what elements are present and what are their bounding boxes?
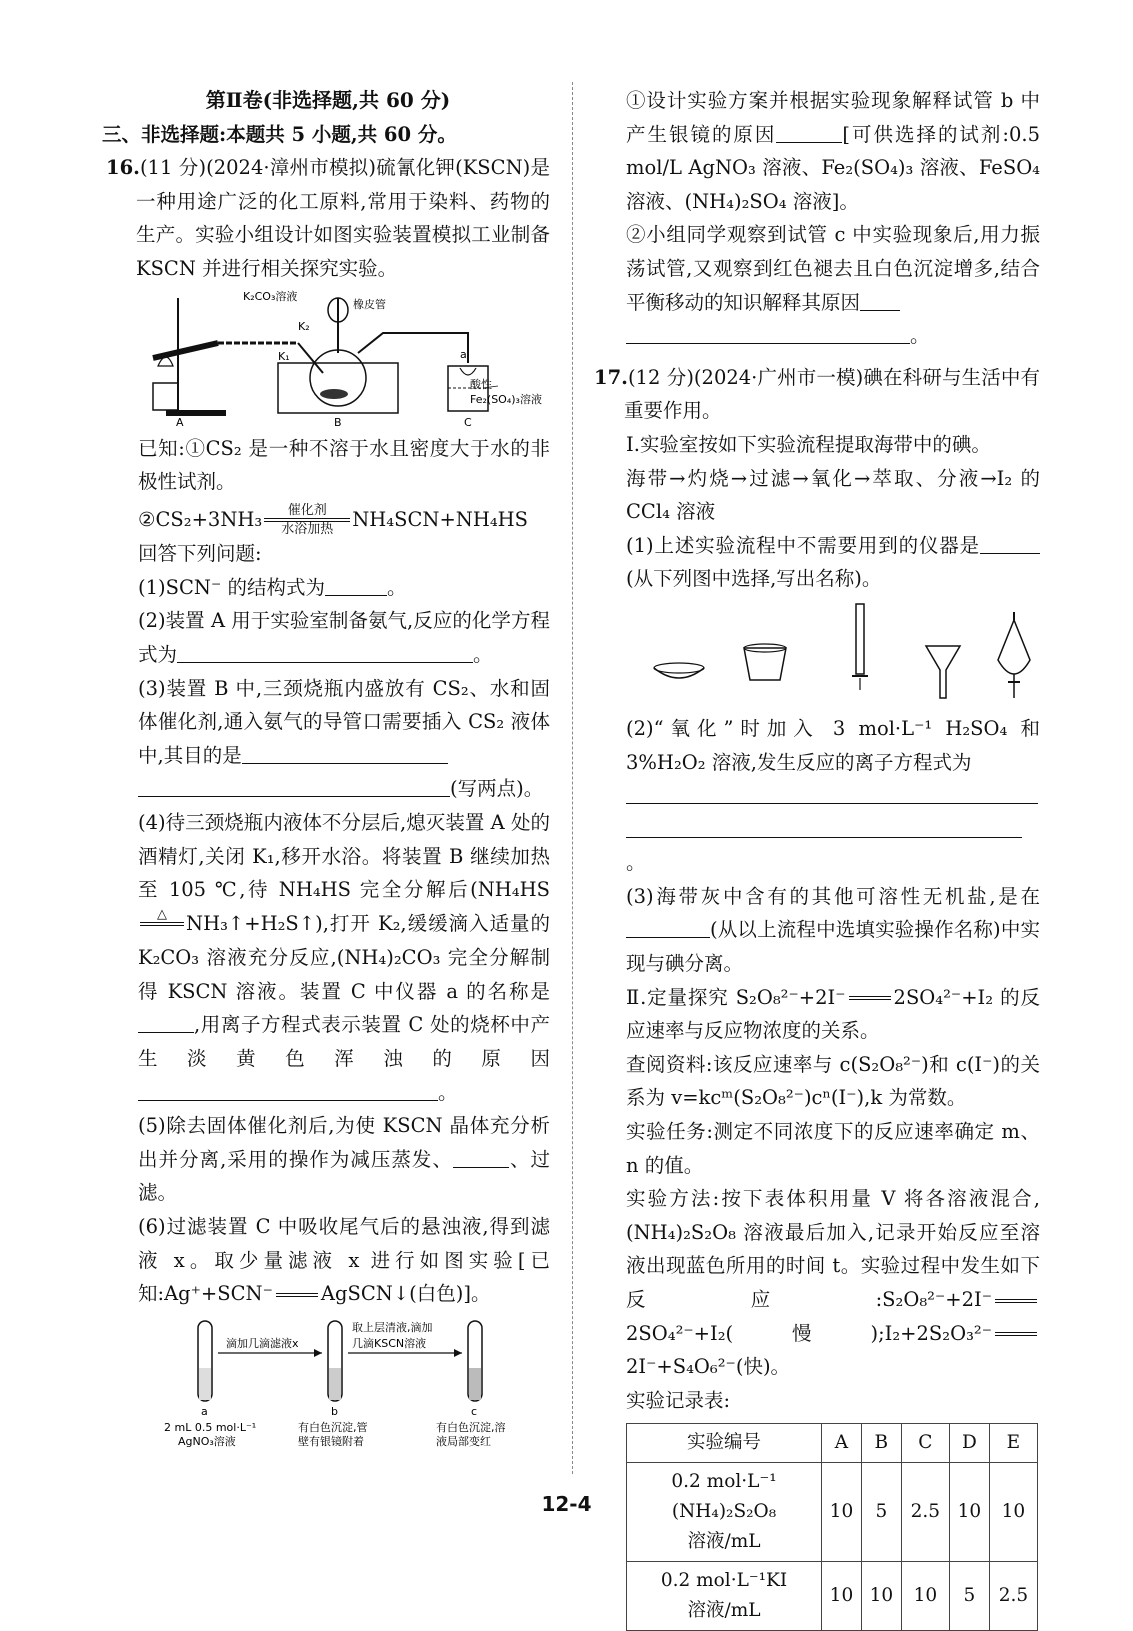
fig1-C-label: C	[464, 415, 472, 428]
q17-part-ii: Ⅱ.定量探究 S₂O₈²⁻+2I⁻ 2SO₄²⁻+I₂ 的反应速率与反应物浓度的关系。	[626, 985, 1040, 1043]
q16-part6: (6)过滤装置 C 中吸收尾气后的悬浊液,得到滤液 x。取少量滤液 x 进行如图实验[已知:Ag⁺+SCN⁻ AgSCN↓(白色)]。	[138, 1215, 550, 1306]
apparatus-figure	[106, 288, 550, 428]
instruments-diagram	[626, 598, 1038, 708]
svg-text:c: c	[471, 1404, 478, 1418]
svg-text:有白色沉淀,溶: 有白色沉淀,溶	[436, 1420, 506, 1434]
fig1-fe-label: Fe₂(SO₄)₃溶液	[470, 392, 542, 406]
test-tube-diagram	[138, 1313, 550, 1453]
svg-text:几滴KSCN溶液: 几滴KSCN溶液	[352, 1336, 427, 1350]
reaction-conditions	[264, 503, 350, 537]
q17-intro: 17.(12 分)(2024·广州市一模)碘在科研与生活中有重要作用。	[594, 365, 1040, 423]
q16-part2: (2)装置 A 用于实验室制备氨气,反应的化学方程式为 。	[138, 609, 550, 667]
reaction-top: 催化剂	[287, 503, 327, 519]
q16-r1: ①设计实验方案并根据实验现象解释试管 b 中产生银镜的原因 [可供选择的试剂:0.5 mol/L AgNO₃ 溶液、Fe₂(SO₄)₃ 溶液、FeSO₄ 溶液、(NH₄)₂SO₄ 溶液]。	[626, 89, 1040, 213]
q16-intro	[106, 151, 550, 285]
q16-number: 16.	[106, 156, 140, 180]
svg-text:液局部变红: 液局部变红	[436, 1434, 491, 1448]
column-divider	[572, 82, 573, 1474]
right-column	[594, 84, 1040, 1631]
svg-text:b: b	[331, 1404, 338, 1418]
q17-method: 实验方法:按下表体积用量 V 将各溶液混合,(NH₄)₂S₂O₈ 溶液最后加入,记录开始反应至溶液出现蓝色所用的时间 t。实验过程中发生如下反应:S₂O₈²⁻+2I⁻2SO₄²⁻+I₂(慢);I₂+2S₂O₃²⁻2I⁻+S₄O₆²⁻(快)。	[626, 1187, 1040, 1379]
known-2-right: NH₄SCN+NH₄HS	[352, 507, 529, 531]
q16-part3: (3)装置 B 中,三颈烧瓶内盛放有 CS₂、水和固体催化剂,通入氨气的导管口需要插入 CS₂ 液体中,其目的是 (写两点)。	[138, 676, 550, 801]
q17-info: 查阅资料:该反应速率与 c(S₂O₈²⁻)和 c(I⁻)的关系为 v=kcᵐ(S₂O₈²⁻)cⁿ(I⁻),k 为常数。	[626, 1052, 1040, 1110]
fig1-k2-label: K₂	[298, 319, 310, 333]
q17-flow: 海带→灼烧→过滤→氧化→萃取、分液→I₂ 的 CCl₄ 溶液	[626, 466, 1040, 524]
q16-part1: (1)SCN⁻ 的结构式为 。	[106, 571, 550, 605]
q17-task: 实验任务:测定不同浓度下的反应速率确定 m、n 的值。	[626, 1120, 1040, 1177]
svg-text:a: a	[201, 1404, 208, 1418]
test-tube-figure	[106, 1313, 550, 1453]
section-title: 第Ⅱ卷(非选择题,共 60 分)	[205, 88, 451, 112]
fig1-a-label: a	[460, 347, 467, 361]
q17-number: 17.	[594, 365, 628, 389]
known-1: 已知:①CS₂ 是一种不溶于水且密度大于水的非极性试剂。	[138, 436, 550, 494]
svg-text:取上层清液,滴加: 取上层清液,滴加	[352, 1320, 433, 1334]
known-2	[106, 503, 550, 538]
left-column	[102, 84, 550, 1457]
q16-r2: ②小组同学观察到试管 c 中实验现象后,用力振荡试管,又观察到红色褪去且白色沉淀增多,结合平衡移动的知识解释其原因 。	[626, 223, 1040, 348]
svg-text:2 mL 0.5 mol·L⁻¹: 2 mL 0.5 mol·L⁻¹	[164, 1420, 257, 1434]
section-subtitle: 三、非选择题:本题共 5 小题,共 60 分。	[102, 122, 457, 146]
fig1-k1-label: K₁	[278, 349, 290, 363]
known-2-left: ②CS₂+3NH₃	[138, 507, 263, 531]
q17-q1: (1)上述实验流程中不需要用到的仪器是(从下列图中选择,写出名称)。	[594, 529, 1040, 596]
fig1-A-label: A	[176, 415, 184, 428]
instruments-figure	[594, 598, 1040, 708]
record-table	[626, 1423, 1038, 1631]
reaction-bottom: 水浴加热	[281, 522, 334, 538]
table-row: 0.2 mol·L⁻¹ (NH₄)₂S₂O₈ 溶液/mL 10 5 2.5 10 10	[627, 1463, 1038, 1562]
fig1-B-label: B	[334, 415, 342, 428]
fig1-rubber-label: 橡皮管	[353, 297, 386, 311]
q17-part-i: Ⅰ.实验室按如下实验流程提取海带中的碘。	[626, 432, 991, 456]
table-header-row: 实验编号 A B C D E	[627, 1424, 1038, 1463]
table-row: 0.2 mol·L⁻¹KI 溶液/mL 10 10 10 5 2.5	[627, 1562, 1038, 1631]
apparatus-diagram	[138, 288, 550, 428]
fig1-acid-label: 酸性	[470, 377, 492, 391]
q17-q2: (2)“氧化”时加入 3 mol·L⁻¹ H₂SO₄ 和 3%H₂O₂ 溶液,发生反应的离子方程式为 。	[626, 716, 1040, 875]
q16-intro-text: (11 分)(2024·漳州市模拟)硫氰化钾(KSCN)是一种用途广泛的化工原料,常用于染料、药物的生产。实验小组设计如图实验装置模拟工业制备 KSCN 并进行相关探究实验。	[136, 156, 550, 280]
fig1-k2co3-label: K₂CO₃溶液	[243, 289, 298, 303]
q17-q3: (3)海带灰中含有的其他可溶性无机盐,是在(从以上流程中选填实验操作名称)中实现与碘分离。	[626, 884, 1040, 976]
answer-prompt: 回答下列问题:	[138, 542, 262, 566]
svg-text:滴加几滴滤液x: 滴加几滴滤液x	[226, 1336, 299, 1350]
svg-text:有白色沉淀,管: 有白色沉淀,管	[298, 1420, 368, 1434]
svg-text:壁有银镜附着: 壁有银镜附着	[298, 1434, 364, 1448]
q16-part4: (4)待三颈烧瓶内液体不分层后,熄灭装置 A 处的酒精灯,关闭 K₁,移开水浴。将装置 B 继续加热至 105 ℃,待 NH₄HS 完全分解后(NH₄HS △ NH₃↑+H₂S↑),打开 K₂,缓缓滴入适量的 K₂CO₃ 溶液充分反应,(NH₄)₂CO₃ 完全分解制得 KSCN 溶液。装置 C 中仪器 a 的名称是,用离子方程式表示装置 C 处的烧杯中产生淡黄色浑浊的原因。	[138, 811, 550, 1104]
q17-record-label: 实验记录表:	[626, 1388, 731, 1412]
q16-part5: (5)除去固体催化剂后,为使 KSCN 晶体充分析出并分离,采用的操作为减压蒸发、 、过滤。	[138, 1114, 550, 1205]
page-number: 12-4	[541, 1492, 592, 1516]
svg-text:AgNO₃溶液: AgNO₃溶液	[178, 1434, 236, 1448]
